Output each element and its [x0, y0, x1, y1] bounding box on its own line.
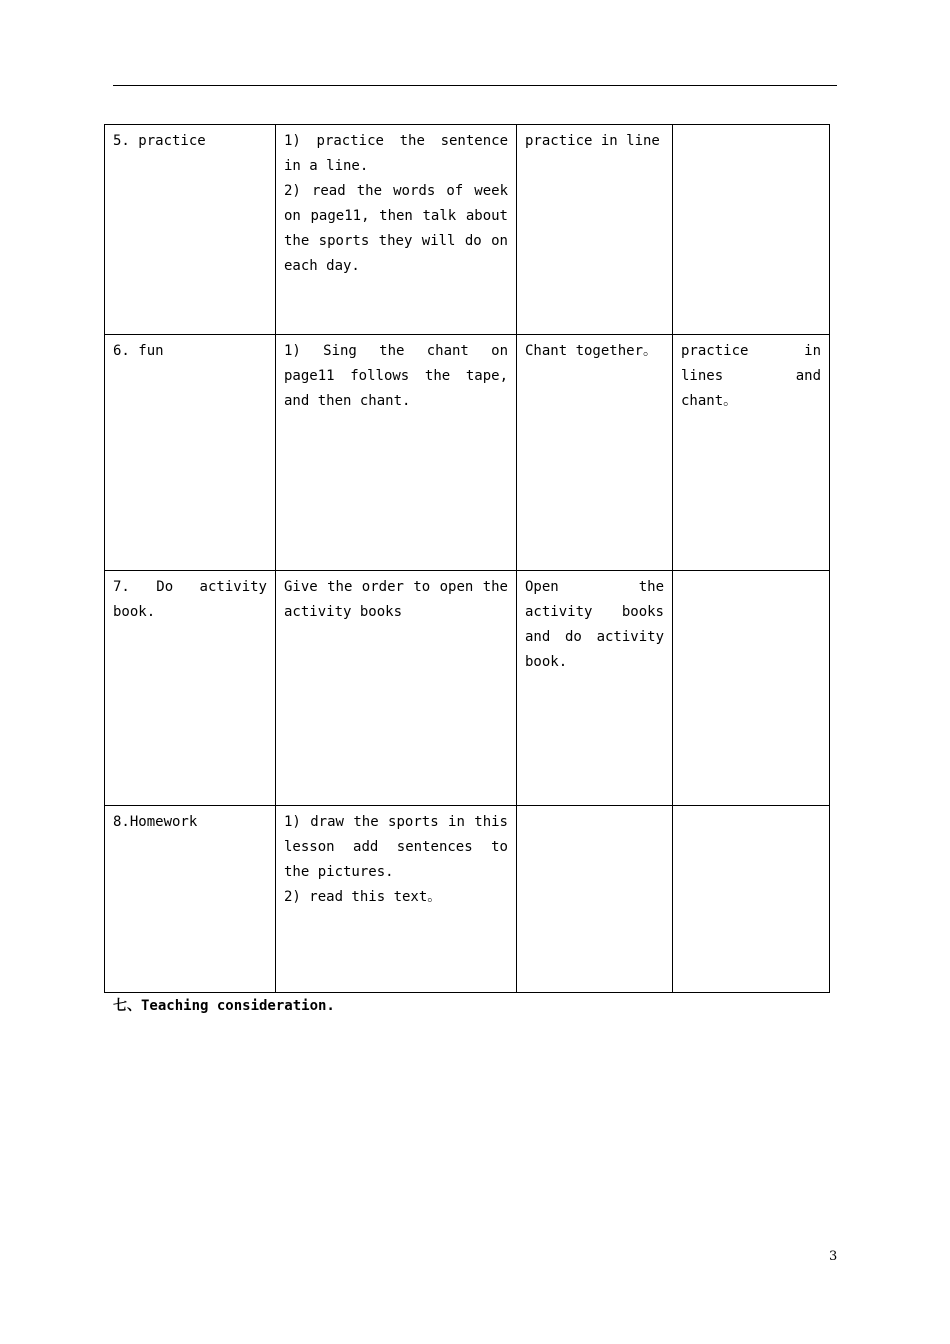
student-activity-cell: Open the activity books and do activity book.	[517, 571, 673, 806]
page-number: 3	[829, 1249, 838, 1264]
teacher-activity-cell	[276, 335, 517, 571]
student-activity-cell: practice in line	[517, 125, 673, 335]
table-row	[105, 125, 830, 335]
note-cell	[673, 571, 830, 806]
table-row	[105, 335, 830, 571]
step-cell: 5. practice	[105, 125, 276, 335]
table-row	[105, 571, 830, 806]
teacher-activity-cell	[276, 571, 517, 806]
teacher-activity-cell	[276, 806, 517, 993]
note-cell	[673, 125, 830, 335]
student-activity-cell	[517, 806, 673, 993]
teacher-activity-line: 2) read the words of week on page11, then talk about the sports they will do on each day.	[284, 183, 508, 274]
lesson-plan-table	[104, 124, 830, 993]
section-heading: 七、Teaching consideration.	[113, 998, 335, 1014]
teacher-activity-cell	[276, 125, 517, 335]
teacher-activity-line: 1) practice the sentence in a line.	[284, 133, 508, 174]
note-cell	[673, 806, 830, 993]
teacher-activity-line: 2) read this text。	[284, 889, 442, 905]
teacher-activity-line: 1) draw the sports in this lesson add sentences to the pictures.	[284, 814, 508, 880]
header-rule	[113, 85, 837, 86]
step-cell: 7. Do activity book.	[105, 571, 276, 806]
step-cell: 8.Homework	[105, 806, 276, 993]
teacher-activity-line: Give the order to open the activity books	[284, 579, 508, 620]
step-cell: 6. fun	[105, 335, 276, 571]
teacher-activity-line: 1) Sing the chant on page11 follows the tape, and then chant.	[284, 343, 508, 409]
note-cell: practice in lines and chant。	[673, 335, 830, 571]
table-row	[105, 806, 830, 993]
student-activity-cell: Chant together。	[517, 335, 673, 571]
